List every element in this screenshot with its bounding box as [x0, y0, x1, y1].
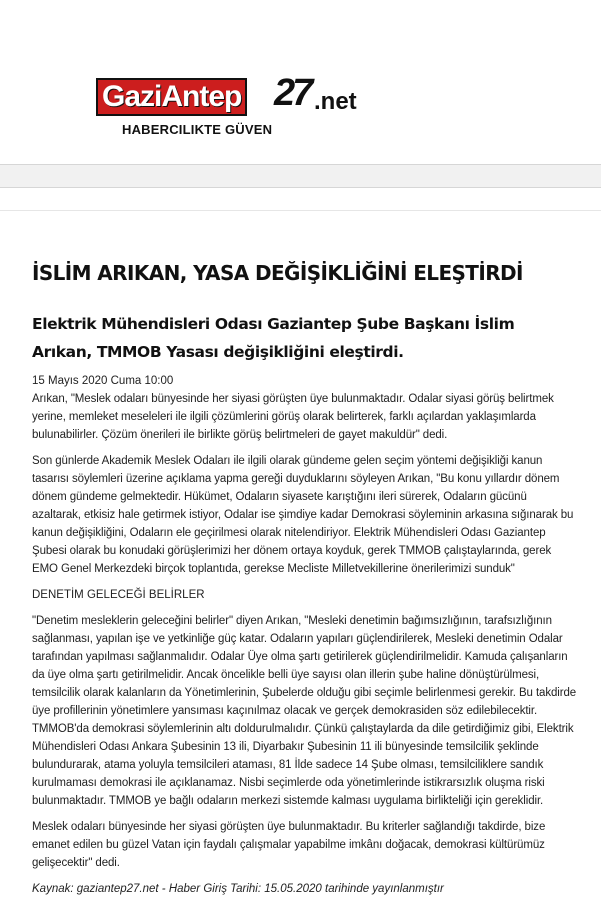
navigation-bar[interactable] [0, 164, 601, 188]
logo-slogan: HABERCILIKTE GÜVEN [122, 122, 273, 137]
article-source-line: Kaynak: gaziantep27.net - Haber Giriş Tarihi: 15.05.2020 tarihinde yayınlanmıştır [32, 883, 444, 895]
article [32, 258, 577, 898]
header-divider [0, 210, 601, 211]
site-logo[interactable] [96, 74, 366, 144]
logo-badge [96, 78, 247, 116]
article-subtitle: Elektrik Mühendisleri Odası Gaziantep Şube Başkanı İslim Arıkan, TMMOB Yasası değişikliğini eleştirdi. [32, 315, 515, 361]
article-paragraph: "Denetim mesleklerin geleceğini belirler" diyen Arıkan, "Mesleki denetimin bağımsızlığının, tarafsızlığının sağlanması, yapılan işe ve yetkinliğe güç katar. Odaların yapıları güçlendirilerek, Mesleki denetimin Odalar tarafından yapılması sağlanmalıdır. Odalar Üye olma şartı getirilerek güçlendirilmelidir. Kamuda çalışanların da üye olma şartı getirilmelidir. Ancak öncelikle belli üye sayısı olan illerin şube haline dönüştürülmesi, temsilcilik olarak kalanların da Yönetimlerinin, Şubelerde olduğu gibi seçimle belirlenmesi gerekir. Bu takdirde üye profillerinin yönetimlere yansıması kaçınılmaz olacak ve gerçek demokrasiden söz edilebilecektir. TMMOB'da demokrasi söylemlerinin altı doldurulmalıdır. Çünkü çalıştaylarda da dile getirdiğimiz gibi, Elektrik Mühendisleri Odası Ankara Şubesinin 13 ili, Diyarbakır Şubesinin 11 ili bünyesinde temsilcilik şeklinde bulundurarak, atama yoluyla temsilcileri ataması, 81 İlde sadece 14 Şube olması, temsilciliklere sandık kurulmaması demokrasi ile açıklanamaz. Nisbi seçimlerde oda yönetimlerinde istikrarsızlık oluşma riski bulunmaktadır. TMMOB ye bağlı odaların merkezi sistemde kalması uygulama birlikteliği için gereklidir. [32, 615, 577, 807]
logo-suffix: .net [314, 88, 357, 115]
site-header [0, 0, 601, 160]
section-heading: DENETİM GELECEĞİ BELİRLER [32, 589, 205, 601]
article-paragraph: Arıkan, "Meslek odaları bünyesinde her siyasi görüşten üye bulunmaktadır. Odalar siyasi görüş belirtmek yerine, memleket meseleleri ile ilgili çözümlerini görüş olarak belirterek, farklı açılardan yaklaşımlarda bulunabilirler. Çözüm önerileri ile birlikte görüş belirtmeleri de gayet makuldür" dedi. [32, 393, 554, 441]
article-date: 15 Mayıs 2020 Cuma 10:00 [32, 375, 174, 387]
article-title: İSLİM ARIKAN, YASA DEĞİŞİKLİĞİNİ ELEŞTİRDİ [32, 261, 523, 285]
article-paragraph: Meslek odaları bünyesinde her siyasi görüşten üye bulunmaktadır. Bu kriterler sağlandığı takdirde, bize emanet edilen bu güzel Vatan için faydalı çalışmalar yapabilme imkânı doğacak, demokrasi kültürümüz gelişecektir" dedi. [32, 821, 546, 869]
article-paragraph: Son günlerde Akademik Meslek Odaları ile ilgili olarak gündeme gelen seçim yöntemi değişikliği kanun tasarısı söylemleri üzerine açıklama yapma gereği duyduklarını söyleyen Arıkan, "Bu konu yıllardır dönem dönem gündeme gelmektedir. Hükümet, Odaların siyasete karıştığını ileri sürerek, Odaların gücünü azaltarak, etkisiz hale getirmek istiyor, Odalar ise şimdiye kadar Demokrasi söyleminin arkasına sığınarak bu kanun değişikliğini, Odaların ele geçirilmesi olarak nitelendiriyor. Elektrik Mühendisleri Odası Gaziantep Şubesi olarak bu konudaki görüşlerimizi her dönem ortaya koyduk, gerek TMMOB çalıştaylarında, gerek EMO Genel Merkezdeki birçok toplantıda, gerekse Mecliste Milletvekillerine önerilerimizi sunduk" [32, 455, 574, 575]
logo-main-text: GaziAntep [102, 80, 242, 113]
logo-number: 27 [274, 72, 311, 114]
